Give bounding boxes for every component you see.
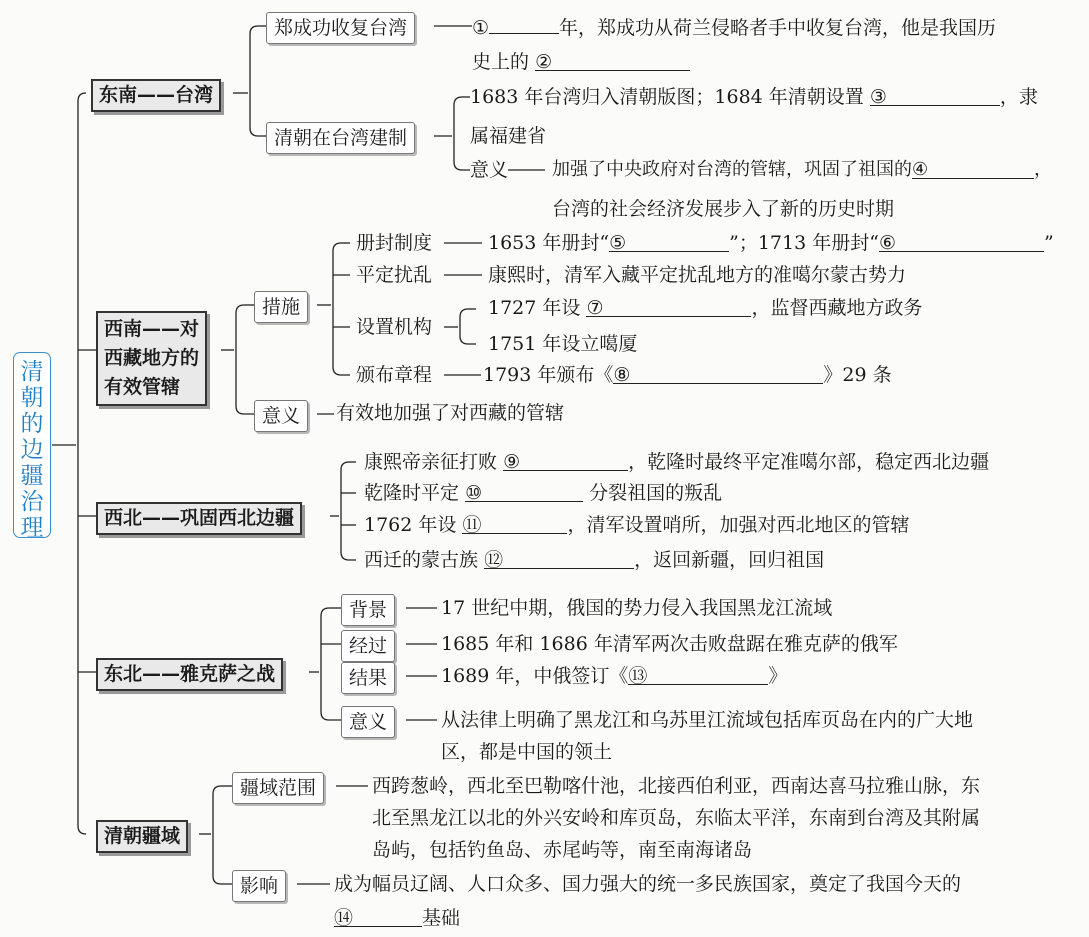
territory-box: 清朝疆域 xyxy=(96,820,188,853)
impact-tail: 基础 xyxy=(422,907,461,929)
taiwan-sig-tail: ， xyxy=(1034,159,1052,180)
tibet-significance-box: 意义 xyxy=(254,400,308,432)
blank-13[interactable] xyxy=(628,664,768,685)
blank-num-14: ⑭ xyxy=(334,907,354,929)
qing-tail-1: ，隶 xyxy=(999,86,1038,108)
blank-num-4: ④ xyxy=(912,159,929,180)
result-a: 1689 年，中俄签订《 xyxy=(441,665,629,687)
blank-num-8: ⑧ xyxy=(613,364,631,386)
zheng-text-2: 史上的 xyxy=(472,51,530,73)
result-text xyxy=(441,664,787,688)
zheng-line-2 xyxy=(472,50,690,74)
blank-5[interactable] xyxy=(609,231,729,252)
background-box: 背景 xyxy=(341,594,395,626)
tibet-title-3: 有效管辖 xyxy=(104,376,181,398)
zheng-line-1 xyxy=(472,13,996,40)
pingding-text: 康熙时，清军入藏平定扰乱地方的准噶尔蒙古势力 xyxy=(488,264,907,286)
blank-num-12: ⑫ xyxy=(484,549,504,571)
banbu-a: 1793 年颁布《 xyxy=(483,364,614,386)
nw-b3: ，清军设置哨所，加强对西北地区的管辖 xyxy=(567,514,910,536)
measures-box: 措施 xyxy=(254,291,308,323)
scope-line-1: 西跨葱岭，西北至巴勒喀什池，北接西伯利亚，西南达喜马拉雅山脉，东 xyxy=(372,775,981,797)
qing-line-2: 属福建省 xyxy=(470,125,547,147)
tibet-title-1: 西南——对 xyxy=(104,318,200,340)
blank-4[interactable] xyxy=(912,158,1034,179)
blank-3[interactable] xyxy=(870,85,1000,106)
taiwan-significance-label: 意义 xyxy=(470,159,509,181)
northwest-line-3 xyxy=(364,513,909,537)
blank-10[interactable] xyxy=(465,481,583,502)
blank-num-11: ⑪ xyxy=(462,514,482,536)
zheng-text-1: 年，郑成功从荷兰侵略者手中收复台湾，他是我国历 xyxy=(559,17,997,39)
taiwan-sig-text: 加强了中央政府对台湾的管辖，巩固了祖国的 xyxy=(552,159,912,180)
root-title: 清朝的边疆治理 xyxy=(13,352,51,538)
impact-line-1: 成为幅员辽阔、人口众多、国力强大的统一多民族国家，奠定了我国今天的 xyxy=(334,873,962,895)
nw-a3: 1762 年设 xyxy=(364,514,457,536)
impact-line-2 xyxy=(334,906,460,930)
northwest-line-2 xyxy=(364,481,722,505)
pingding-label: 平定扰乱 xyxy=(356,264,433,286)
blank-12[interactable] xyxy=(484,548,634,569)
blank-num-9: ⑨ xyxy=(503,451,521,473)
nw-b2: 分裂祖国的叛乱 xyxy=(589,482,723,504)
nw-b1: ，乾隆时最终平定准噶尔部，稳定西北边疆 xyxy=(628,451,990,473)
jigou-line-1 xyxy=(488,296,922,320)
scope-line-3: 岛屿，包括钓鱼岛、赤尾屿等，南至南海诸岛 xyxy=(372,839,753,861)
northeast-box: 东北——雅克萨之战 xyxy=(96,658,283,691)
background-text: 17 世纪中期，俄国的势力侵入我国黑龙江流域 xyxy=(441,597,833,619)
nw-b4: ，返回新疆，回归祖国 xyxy=(634,549,825,571)
northwest-box: 西北——巩固西北边疆 xyxy=(96,502,302,535)
cefeng-a: 1653 年册封“ xyxy=(488,232,610,254)
ne-significance-line-2: 区，都是中国的领土 xyxy=(441,741,613,763)
blank-num-10: ⑩ xyxy=(465,482,483,504)
northwest-line-4 xyxy=(364,548,824,572)
blank-11[interactable] xyxy=(462,513,567,534)
blank-num-5: ⑤ xyxy=(609,232,627,254)
blank-num-2: ② xyxy=(535,51,553,73)
jigou-label: 设置机构 xyxy=(356,316,433,338)
blank-num-13: ⑬ xyxy=(628,665,648,687)
cefeng-text xyxy=(488,231,1054,255)
blank-num-7: ⑦ xyxy=(586,297,604,319)
jigou-tail: ，监督西藏地方政务 xyxy=(751,297,923,319)
jigou-a: 1727 年设 xyxy=(488,297,581,319)
blank-2[interactable] xyxy=(535,50,690,71)
scope-box: 疆域范围 xyxy=(232,772,324,804)
ne-significance-line-1: 从法律上明确了黑龙江和乌苏里江流域包括库页岛在内的广大地 xyxy=(441,709,974,731)
blank-14[interactable] xyxy=(334,906,422,927)
cefeng-b: ”；1713 年册封“ xyxy=(729,232,879,254)
taiwan-box: 东南——台湾 xyxy=(91,79,221,112)
blank-8[interactable] xyxy=(613,363,823,384)
nw-a1: 康熙帝亲征打败 xyxy=(364,451,498,473)
taiwan-significance-line-2: 台湾的社会经济发展步入了新的历史时期 xyxy=(552,198,895,220)
cefeng-c: ” xyxy=(1043,232,1054,254)
cefeng-label: 册封制度 xyxy=(356,232,433,254)
impact-box: 影响 xyxy=(232,870,286,902)
tibet-title-2: 西藏地方的 xyxy=(104,347,200,369)
blank-num-3: ③ xyxy=(869,86,887,108)
blank-9[interactable] xyxy=(503,450,628,471)
result-box: 结果 xyxy=(341,662,395,694)
banbu-label: 颁布章程 xyxy=(356,364,433,386)
qing-line-1 xyxy=(470,85,1038,109)
blank-6[interactable] xyxy=(879,231,1044,252)
process-box: 经过 xyxy=(341,630,395,662)
ne-significance-box: 意义 xyxy=(341,706,395,738)
nw-a4: 西迁的蒙古族 xyxy=(364,549,479,571)
zheng-chenggong-box: 郑成功收复台湾 xyxy=(266,12,415,44)
tibet-box xyxy=(96,311,207,406)
taiwan-significance-line-1 xyxy=(552,158,1052,182)
process-text: 1685 年和 1686 年清军两次击败盘踞在雅克萨的俄军 xyxy=(441,633,898,655)
blank-1[interactable] xyxy=(489,13,559,34)
jigou-line-2: 1751 年设立噶厦 xyxy=(488,333,638,355)
qing-taiwan-box: 清朝在台湾建制 xyxy=(266,122,415,154)
blank-num-1: ① xyxy=(472,17,490,39)
blank-num-6: ⑥ xyxy=(878,232,896,254)
tibet-significance-text: 有效地加强了对西藏的管辖 xyxy=(336,402,565,424)
scope-line-2: 北至黑龙江以北的外兴安岭和库页岛，东临太平洋，东南到台湾及其附属 xyxy=(372,807,981,829)
qing-text-1: 1683 年台湾归入清朝版图；1684 年清朝设置 xyxy=(470,86,864,108)
banbu-b: 》29 条 xyxy=(823,364,892,386)
blank-7[interactable] xyxy=(586,296,751,317)
result-b: 》 xyxy=(768,665,788,687)
banbu-text xyxy=(483,363,892,387)
northwest-line-1 xyxy=(364,450,989,474)
nw-a2: 乾隆时平定 xyxy=(364,482,460,504)
